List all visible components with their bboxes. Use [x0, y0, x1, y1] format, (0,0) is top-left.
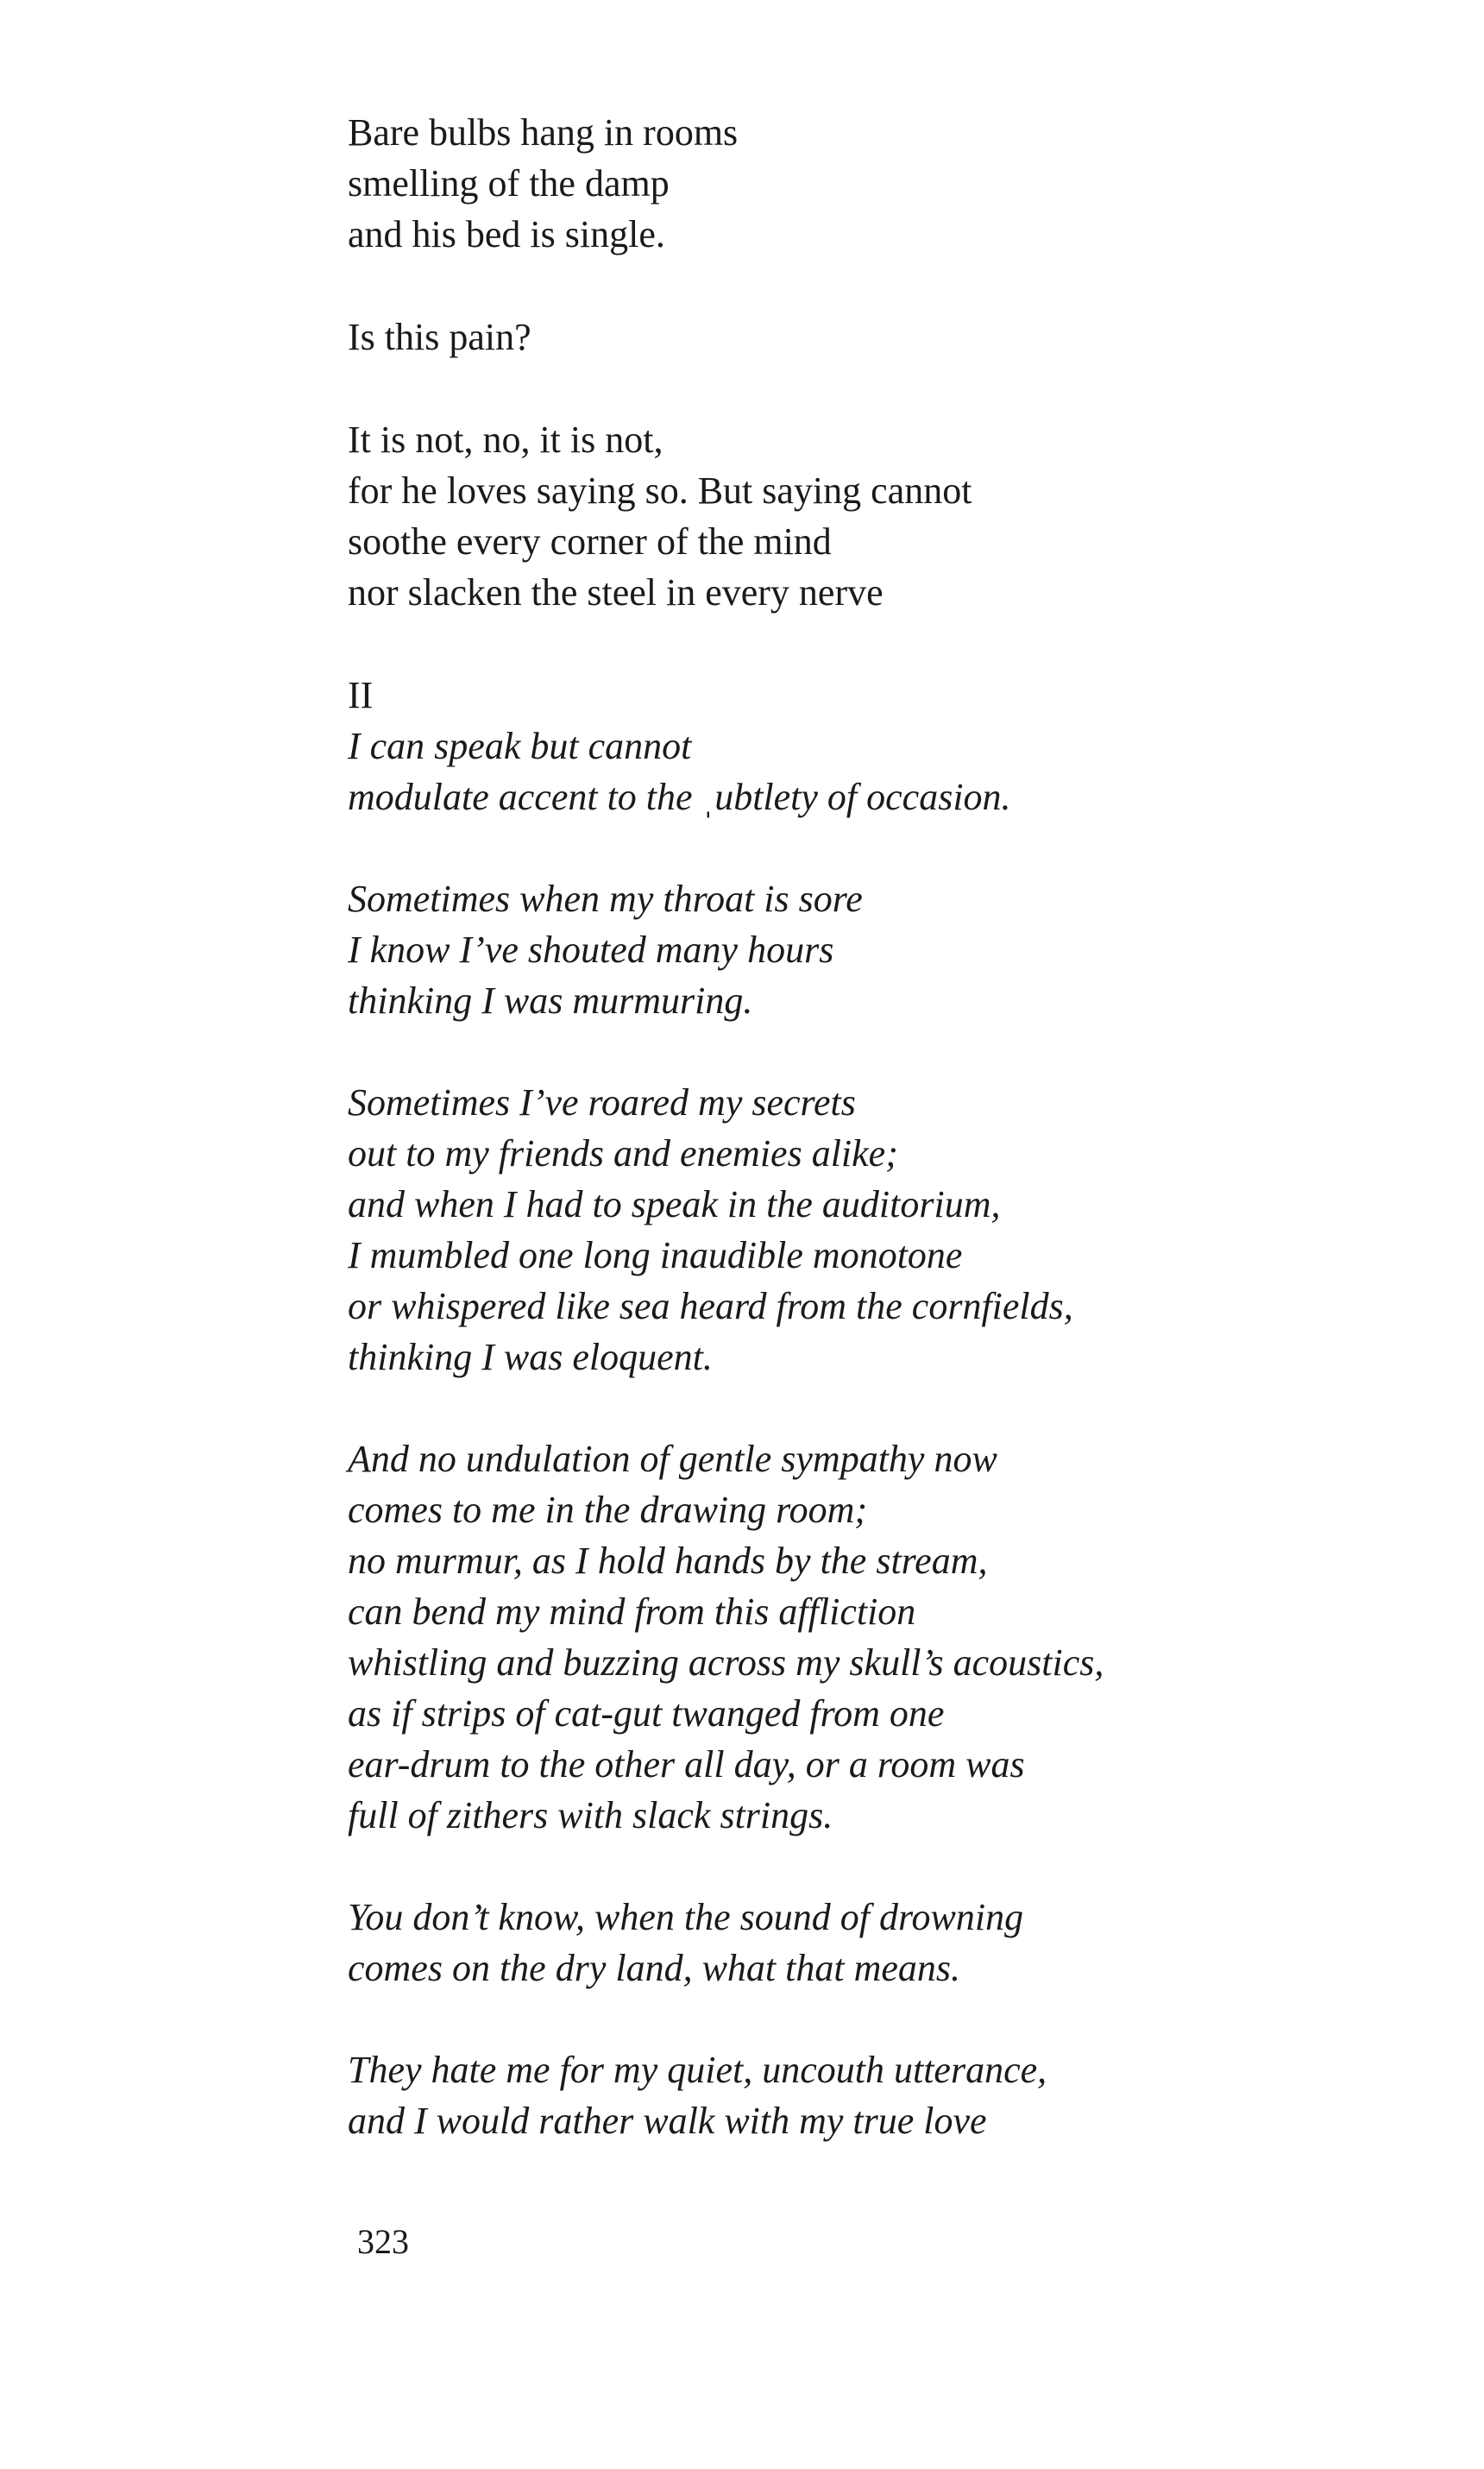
stanza: [348, 312, 1435, 362]
poem-line: comes to me in the drawing room;: [348, 1489, 868, 1531]
poem-line: soothe every corner of the mind: [348, 520, 832, 563]
poem-line: and his bed is single.: [348, 213, 665, 255]
poem-line: and I would rather walk with my true love: [348, 2100, 987, 2142]
stanza: [348, 721, 1435, 822]
stanza: [348, 107, 1435, 260]
stanza-break: [348, 618, 1435, 670]
stanza: [348, 873, 1435, 1026]
page-number: 323: [357, 2222, 409, 2261]
stanza-break: [348, 260, 1435, 312]
stanza-break: [348, 362, 1435, 414]
poem-line: can bend my mind from this affliction: [348, 1590, 916, 1633]
poem-line: They hate me for my quiet, uncouth utterance,: [348, 2049, 1047, 2091]
stanza-break: [348, 822, 1435, 873]
poem-line: Sometimes I’ve roared my secrets: [348, 1081, 856, 1124]
poem-line: I know I’ve shouted many hours: [348, 929, 834, 971]
poem-line: for he loves saying so. But saying cannot: [348, 469, 972, 512]
poem-line: full of zithers with slack strings.: [348, 1794, 833, 1836]
section-two: [348, 721, 1435, 2146]
stanza: [348, 1433, 1435, 1841]
stanza-break: [348, 1993, 1435, 2044]
stanza-break: [348, 1383, 1435, 1433]
stanza-break: [348, 1841, 1435, 1892]
poem-line: or whispered like sea heard from the cornfields,: [348, 1285, 1073, 1327]
poem-line: I can speak but cannot: [348, 725, 692, 767]
poem-line: thinking I was eloquent.: [348, 1336, 713, 1378]
poem-line: ear-drum to the other all day, or a room was: [348, 1743, 1025, 1786]
stanza: [348, 1077, 1435, 1383]
poem-line: I mumbled one long inaudible monotone: [348, 1234, 963, 1276]
poem-line: nor slacken the steel in every nerve: [348, 571, 883, 614]
poem-line: whistling and buzzing across my skull’s acoustics,: [348, 1641, 1104, 1684]
poem-line: thinking I was murmuring.: [348, 979, 753, 1022]
poem-line: And no undulation of gentle sympathy now: [348, 1438, 997, 1480]
poem-line: modulate accent to the ˌubtlety of occasion.: [348, 776, 1011, 818]
poem-text: [348, 107, 1435, 2146]
stanza: [348, 2044, 1435, 2146]
poem-line: Bare bulbs hang in rooms: [348, 111, 739, 154]
poem-line: as if strips of cat-gut twanged from one: [348, 1692, 945, 1735]
poem-line: out to my friends and enemies alike;: [348, 1132, 898, 1175]
poem-line: Is this pain?: [348, 316, 531, 358]
poem-line: comes on the dry land, what that means.: [348, 1947, 961, 1989]
poem-line: and when I had to speak in the auditorium,: [348, 1183, 1001, 1225]
stanza: [348, 1892, 1435, 1993]
stanza-break: [348, 1026, 1435, 1077]
poem-line: no murmur, as I hold hands by the stream,: [348, 1540, 988, 1582]
poem-line: Sometimes when my throat is sore: [348, 878, 863, 920]
section-number: II: [348, 674, 374, 716]
poem-line: It is not, no, it is not,: [348, 419, 663, 461]
poem-line: You don’t know, when the sound of drowning: [348, 1896, 1024, 1938]
stanza: [348, 414, 1435, 618]
poem-line: smelling of the damp: [348, 162, 670, 205]
